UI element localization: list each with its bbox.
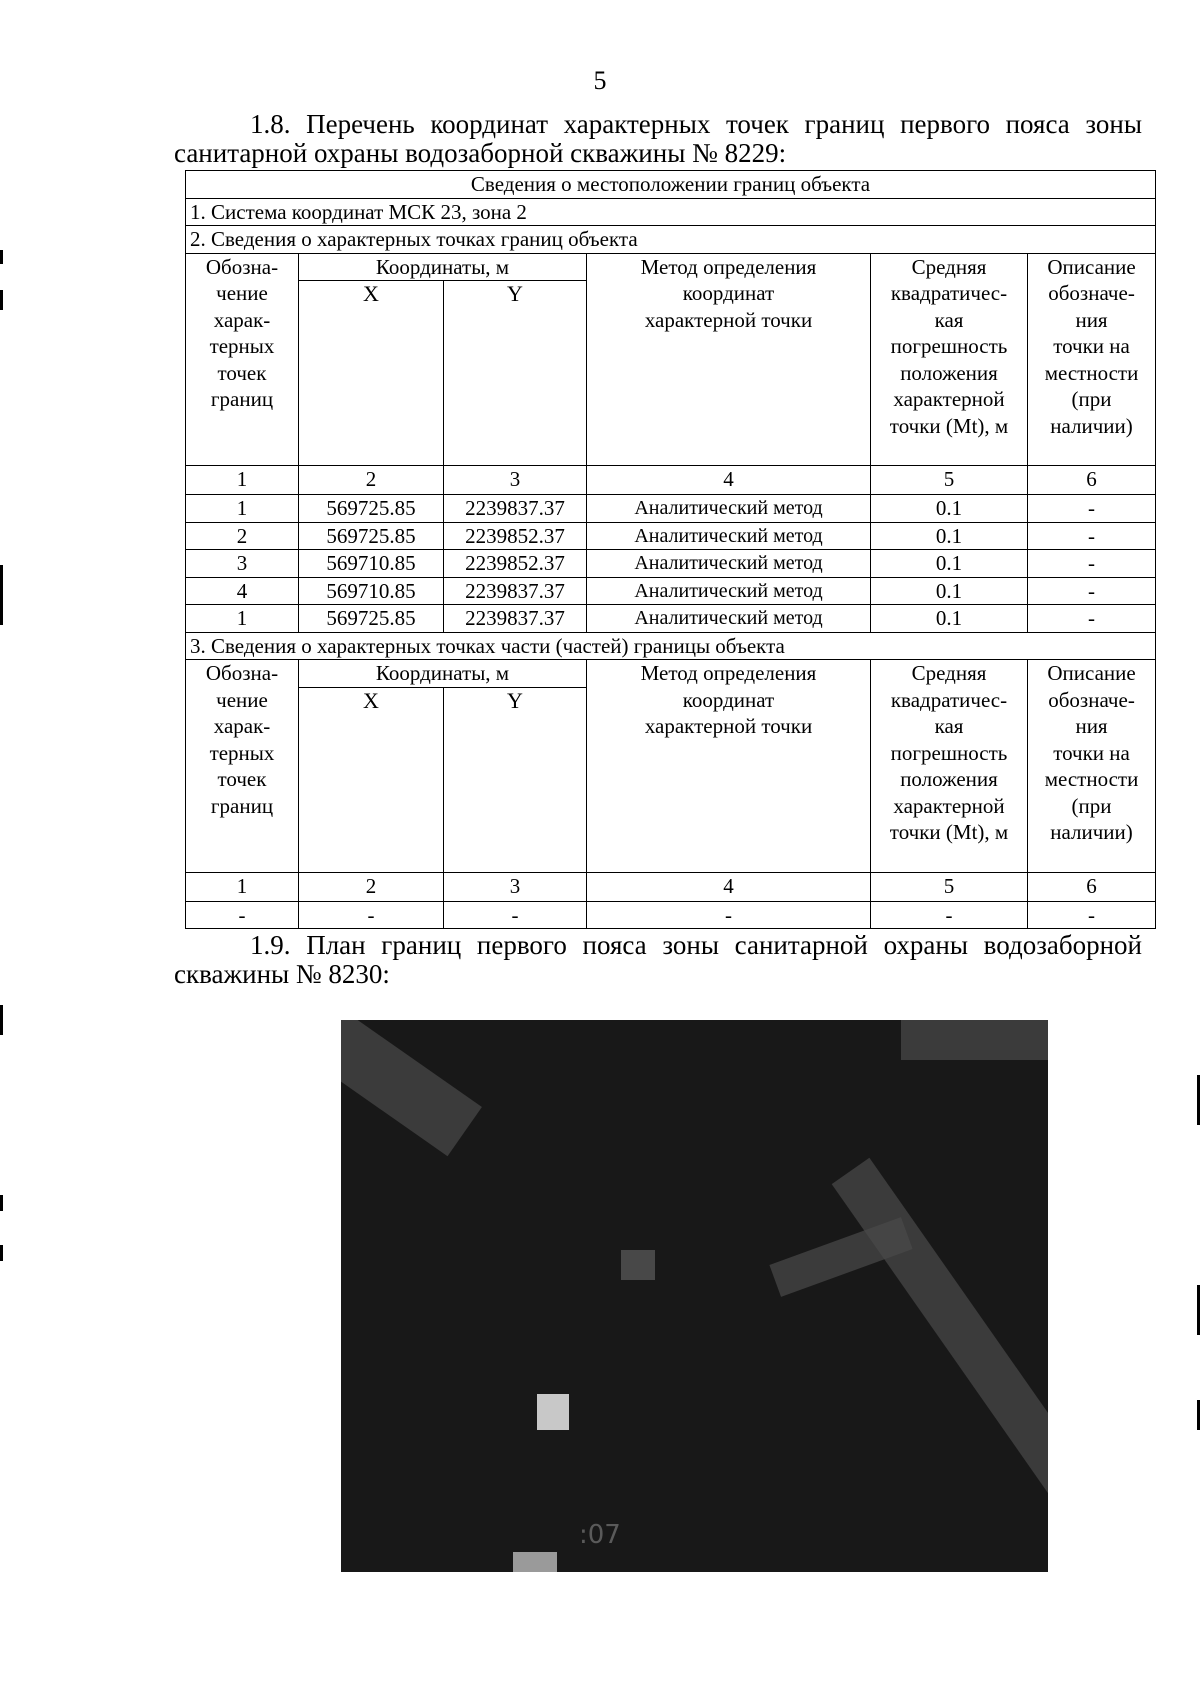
- point-number: 1: [186, 605, 299, 633]
- header-method: Метод определения координат характерной точки: [587, 660, 871, 873]
- section-3-title: 3. Сведения о характерных точках части (частей) границы объекта: [186, 632, 1156, 660]
- section-1-9-heading: [174, 931, 1142, 989]
- point-description: -: [1028, 522, 1156, 550]
- road-strip: [832, 1158, 1048, 1528]
- table-row: [186, 605, 1156, 633]
- mt-error: 0.1: [871, 522, 1028, 550]
- method: Аналитический метод: [587, 605, 871, 633]
- noise-speck: [621, 1250, 655, 1280]
- section-1-8-line1: 1.8. Перечень координат характерных точек границ первого пояса зоны: [250, 109, 1142, 139]
- coord-x: 569725.85: [299, 605, 444, 633]
- col-number: 3: [444, 466, 587, 495]
- building-marker: [513, 1552, 557, 1572]
- coord-x: -: [299, 901, 444, 929]
- col-number: 4: [587, 872, 871, 901]
- point-description: -: [1028, 901, 1156, 929]
- table-row: [186, 550, 1156, 578]
- table-title: Сведения о местоположении границ объекта: [186, 171, 1156, 199]
- section-1-9-line2: скважины № 8230:: [174, 959, 390, 989]
- header-error: Средняя квадратичес- кая погрешность положения характерной точки (Mt), м: [871, 253, 1028, 466]
- section-1-9-line1: 1.9. План границ первого пояса зоны санитарной охраны водозаборной: [250, 930, 1142, 960]
- mt-error: 0.1: [871, 577, 1028, 605]
- coord-x: 569725.85: [299, 495, 444, 523]
- coord-y: -: [444, 901, 587, 929]
- table-row: [186, 901, 1156, 929]
- coord-x: 569710.85: [299, 550, 444, 578]
- header-designation: Обозна- чение харак- терных точек границ: [186, 660, 299, 873]
- scan-edge-mark: [0, 1245, 3, 1261]
- coord-y: 2239837.37: [444, 577, 587, 605]
- table-row: [186, 522, 1156, 550]
- point-number: 1: [186, 495, 299, 523]
- coordinate-system: 1. Система координат МСК 23, зона 2: [186, 198, 1156, 226]
- col-number: 2: [299, 872, 444, 901]
- scan-edge-mark: [0, 1195, 3, 1211]
- coord-x: 569725.85: [299, 522, 444, 550]
- mt-error: 0.1: [871, 605, 1028, 633]
- col-number: 5: [871, 872, 1028, 901]
- boundary-plan-image: [341, 1020, 1048, 1572]
- method: Аналитический метод: [587, 550, 871, 578]
- col-number: 3: [444, 872, 587, 901]
- coord-y: 2239852.37: [444, 550, 587, 578]
- point-number: 4: [186, 577, 299, 605]
- method: Аналитический метод: [587, 495, 871, 523]
- scan-edge-mark: [0, 250, 3, 264]
- point-number: -: [186, 901, 299, 929]
- col-number: 4: [587, 466, 871, 495]
- col-number: 1: [186, 466, 299, 495]
- scan-edge-mark: [0, 565, 3, 625]
- coordinates-table: [185, 170, 1156, 929]
- point-description: -: [1028, 605, 1156, 633]
- header-x: X: [299, 281, 444, 466]
- point-number: 3: [186, 550, 299, 578]
- table-row: [186, 577, 1156, 605]
- section-1-8-line2: санитарной охраны водозаборной скважины № 8229:: [174, 138, 787, 168]
- image-overlay-label: :07: [579, 1520, 621, 1550]
- method: Аналитический метод: [587, 577, 871, 605]
- header-coords: Координаты, м: [299, 253, 587, 281]
- scan-edge-mark: [0, 290, 3, 310]
- col-number: 1: [186, 872, 299, 901]
- coord-x: 569710.85: [299, 577, 444, 605]
- header-description: Описание обозначе- ния точки на местности (при наличии): [1028, 660, 1156, 873]
- method: Аналитический метод: [587, 522, 871, 550]
- header-description: Описание обозначе- ния точки на местности (при наличии): [1028, 253, 1156, 466]
- mt-error: 0.1: [871, 550, 1028, 578]
- header-error: Средняя квадратичес- кая погрешность положения характерной точки (Mt), м: [871, 660, 1028, 873]
- col-number: 6: [1028, 872, 1156, 901]
- mt-error: 0.1: [871, 495, 1028, 523]
- mt-error: -: [871, 901, 1028, 929]
- section-2-title: 2. Сведения о характерных точках границ объекта: [186, 226, 1156, 254]
- header-x: X: [299, 687, 444, 872]
- page-number: 5: [593, 66, 607, 95]
- header-y: Y: [444, 281, 587, 466]
- point-number: 2: [186, 522, 299, 550]
- coord-y: 2239837.37: [444, 605, 587, 633]
- point-description: -: [1028, 495, 1156, 523]
- road-strip: [341, 1020, 482, 1156]
- header-coords: Координаты, м: [299, 660, 587, 688]
- coord-y: 2239852.37: [444, 522, 587, 550]
- col-number: 5: [871, 466, 1028, 495]
- point-description: -: [1028, 577, 1156, 605]
- method: -: [587, 901, 871, 929]
- scan-edge-mark: [0, 1005, 3, 1035]
- building-marker: [537, 1394, 569, 1430]
- header-designation: Обозна- чение харак- терных точек границ: [186, 253, 299, 466]
- header-y: Y: [444, 687, 587, 872]
- col-number: 6: [1028, 466, 1156, 495]
- section-1-8-heading: [174, 110, 1142, 168]
- point-description: -: [1028, 550, 1156, 578]
- coord-y: 2239837.37: [444, 495, 587, 523]
- table-row: [186, 495, 1156, 523]
- road-strip: [901, 1020, 1048, 1060]
- header-method: Метод определения координат характерной точки: [587, 253, 871, 466]
- col-number: 2: [299, 466, 444, 495]
